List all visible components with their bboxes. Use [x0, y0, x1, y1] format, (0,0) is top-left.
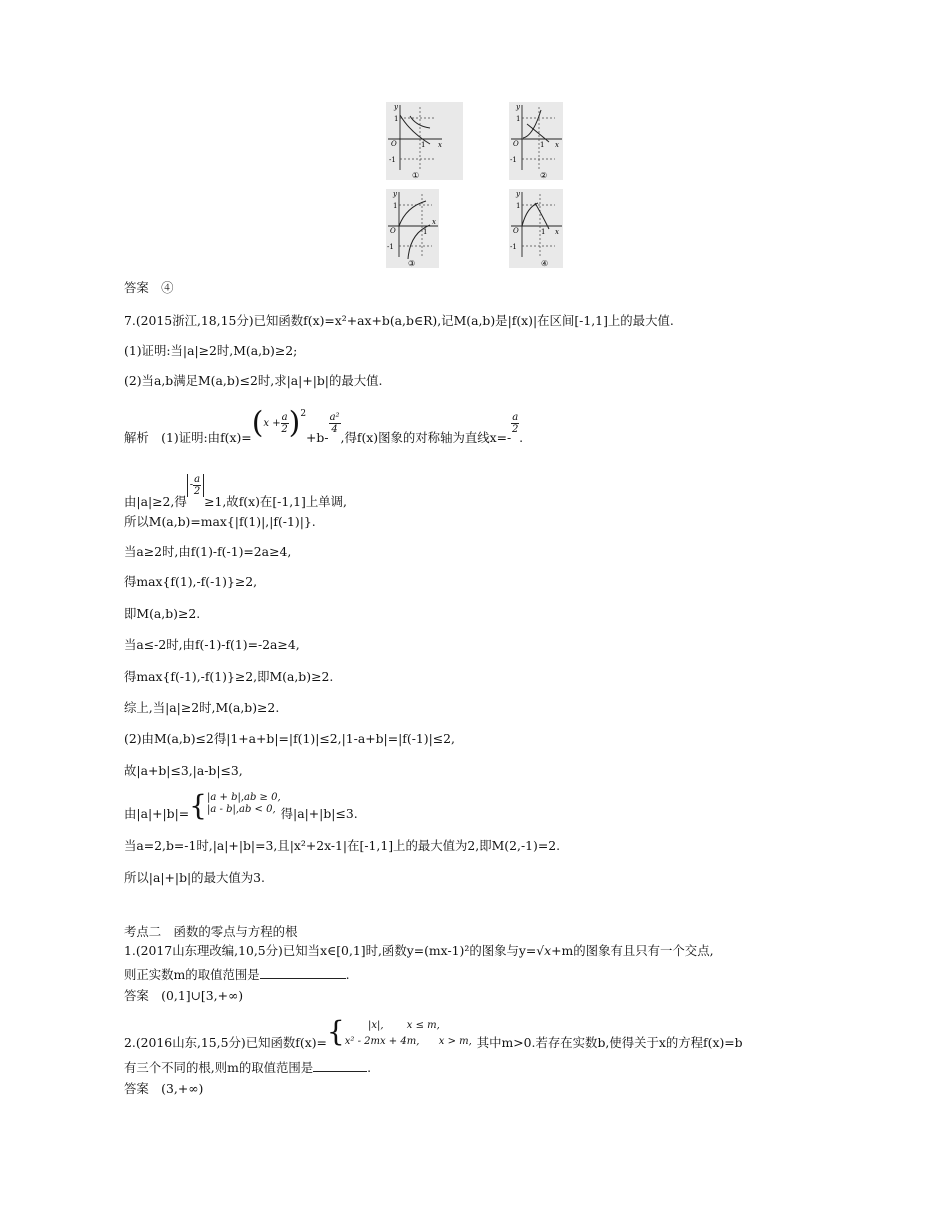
y-axis-label: y — [393, 190, 397, 198]
y-tick-neg1: -1 — [510, 243, 517, 251]
case-2-expr: x² - 2mx + 4m, — [344, 1035, 420, 1047]
solution-line-8: 得max{f(-1),-f(1)}≥2,即M(a,b)≥2. — [124, 669, 334, 684]
answer-line: 答案 ④ — [124, 280, 174, 295]
text: . — [345, 967, 350, 982]
case-2: |a - b|,ab < 0, — [207, 804, 276, 815]
paren-x: x + — [263, 417, 281, 429]
fraction-a2-over-4: $\frac{\text{a²}}{4}$ — [329, 412, 340, 436]
answer-blank — [260, 966, 346, 979]
section2-q1-line2 — [124, 966, 350, 983]
solution-line-14: 所以|a|+|b|的最大值为3. — [124, 870, 265, 885]
case-2-cond: x > m, — [438, 1035, 472, 1047]
graph-label: ① — [412, 171, 420, 180]
x-tick-1: 1 — [540, 141, 545, 149]
sqrt-x: √x — [536, 943, 552, 958]
solution-line-4: 当a≥2时,由f(1)-f(-1)=2a≥4, — [124, 544, 292, 559]
origin-label: O — [513, 140, 519, 148]
solution-line-10: (2)由M(a,b)≤2得|1+a+b|=|f(1)|≤2,|1-a+b|=|f(-1)|≤2, — [124, 731, 455, 746]
x-axis-label: x — [438, 141, 442, 149]
solution-line-9: 综上,当|a|≥2时,M(a,b)≥2. — [124, 700, 280, 715]
fraction-a-over-2: $\frac{a}{2}$ — [193, 474, 201, 497]
text: +b- — [306, 430, 329, 446]
question-7-stem: 7.(2015浙江,18,15分)已知函数f(x)=x²+ax+b(a,b∈R),记M(a,b)是|f(x)|在区间[-1,1]上的最大值. — [124, 313, 674, 328]
case-1: |a + b|,ab ≥ 0, — [207, 792, 281, 803]
graph-3 — [386, 189, 439, 268]
fraction-a-over-2: $\frac{a}{2}$ — [281, 412, 288, 436]
y-tick-1: 1 — [516, 202, 521, 210]
y-axis-label: y — [516, 103, 520, 111]
piecewise-cases — [345, 1017, 477, 1049]
section2-answer1: 答案 (0,1]∪[3,+∞) — [124, 988, 244, 1003]
x-tick-1: 1 — [421, 141, 426, 149]
solution-line-13: 当a=2,b=-1时,|a|+|b|=3,且|x²+2x-1|在[-1,1]上的最大值为2,即M(2,-1)=2. — [124, 838, 561, 853]
x-axis-label: x — [432, 218, 436, 226]
question-7-part1: (1)证明:当|a|≥2时,M(a,b)≥2; — [124, 343, 298, 358]
text: ,得f(x)图象的对称轴为直线x=- — [340, 430, 512, 446]
text: 得|a|+|b|≤3. — [280, 806, 358, 821]
y-tick-1: 1 — [393, 202, 398, 210]
fraction-a-over-2: $\frac{a}{2}$ — [512, 412, 519, 436]
text: 则正实数m的取值范围是 — [124, 967, 260, 982]
text: 有三个不同的根,则m的取值范围是 — [124, 1060, 314, 1075]
section2-q2-line2 — [124, 1059, 371, 1076]
solution-line-5: 得max{f(1),-f(-1)}≥2, — [124, 574, 258, 589]
piecewise-cases — [207, 792, 281, 816]
solution-line-3: 所以M(a,b)=max{|f(1)|,|f(-1)|}. — [124, 514, 316, 529]
section2-answer2: 答案 (3,+∞) — [124, 1081, 204, 1096]
origin-label: O — [391, 140, 397, 148]
x-tick-1: 1 — [423, 228, 428, 236]
question-7-part2: (2)当a,b满足M(a,b)≤2时,求|a|+|b|的最大值. — [124, 373, 383, 388]
graph-label: ② — [540, 171, 548, 180]
solution-line-12 — [124, 789, 358, 822]
case-1-expr: |x|, — [367, 1019, 384, 1031]
text: 解析 (1)证明:由f(x)= — [124, 430, 252, 446]
y-tick-1: 1 — [394, 115, 399, 123]
solution-line-7: 当a≤-2时,由f(-1)-f(1)=-2a≥4, — [124, 637, 300, 652]
origin-label: O — [513, 227, 519, 235]
x-tick-1: 1 — [541, 228, 546, 236]
y-axis-label: y — [394, 103, 398, 111]
text: 1.(2017山东理改编,10,5分)已知当x∈[0,1]时,函数y=(mx-1)²的图象与y= — [124, 943, 537, 958]
section2-q1-line1 — [124, 943, 714, 959]
text: 其中m>0.若存在实数b,使得关于x的方程f(x)=b — [476, 1035, 743, 1050]
paren-expression: (x + $\frac{a}{2}$ )$^2$ — [251, 405, 307, 441]
section2-q2-line1 — [124, 1017, 743, 1049]
origin-label: O — [390, 227, 396, 235]
answer-blank — [313, 1059, 367, 1072]
case-1-cond: x ≤ m, — [406, 1019, 440, 1031]
graph-label: ④ — [541, 259, 549, 268]
solution-line-6: 即M(a,b)≥2. — [124, 606, 201, 621]
solution-line-1 — [124, 405, 524, 446]
text: +m的图象有且只有一个交点, — [551, 943, 714, 958]
graph-label: ③ — [408, 259, 416, 268]
y-tick-neg1: -1 — [387, 243, 394, 251]
text: 2.(2016山东,15,5分)已知函数f(x)= — [124, 1035, 327, 1050]
x-axis-label: x — [555, 141, 559, 149]
x-axis-label: x — [555, 228, 559, 236]
piecewise-brace: { — [189, 789, 207, 822]
graph-4 — [509, 189, 563, 268]
text: . — [519, 430, 524, 446]
exponent: 2 — [300, 409, 307, 419]
text: . — [367, 1060, 372, 1075]
text: 由|a|+|b|= — [124, 806, 190, 821]
solution-line-11: 故|a+b|≤3,|a-b|≤3, — [124, 763, 243, 778]
graph-1 — [386, 102, 463, 180]
y-tick-neg1: -1 — [510, 156, 517, 164]
text: 由|a|≥2,得 — [124, 494, 187, 509]
section-title: 考点二 函数的零点与方程的根 — [124, 924, 298, 939]
text: ≥1,故f(x)在[-1,1]上单调, — [204, 494, 347, 509]
abs-fraction: - $\frac{a}{2}$ — [187, 474, 204, 497]
piecewise-brace: { — [326, 1015, 345, 1048]
y-tick-1: 1 — [516, 115, 521, 123]
graph-2 — [509, 102, 563, 180]
solution-line-2 — [124, 474, 347, 509]
y-axis-label: y — [516, 190, 520, 198]
y-tick-neg1: -1 — [389, 156, 396, 164]
